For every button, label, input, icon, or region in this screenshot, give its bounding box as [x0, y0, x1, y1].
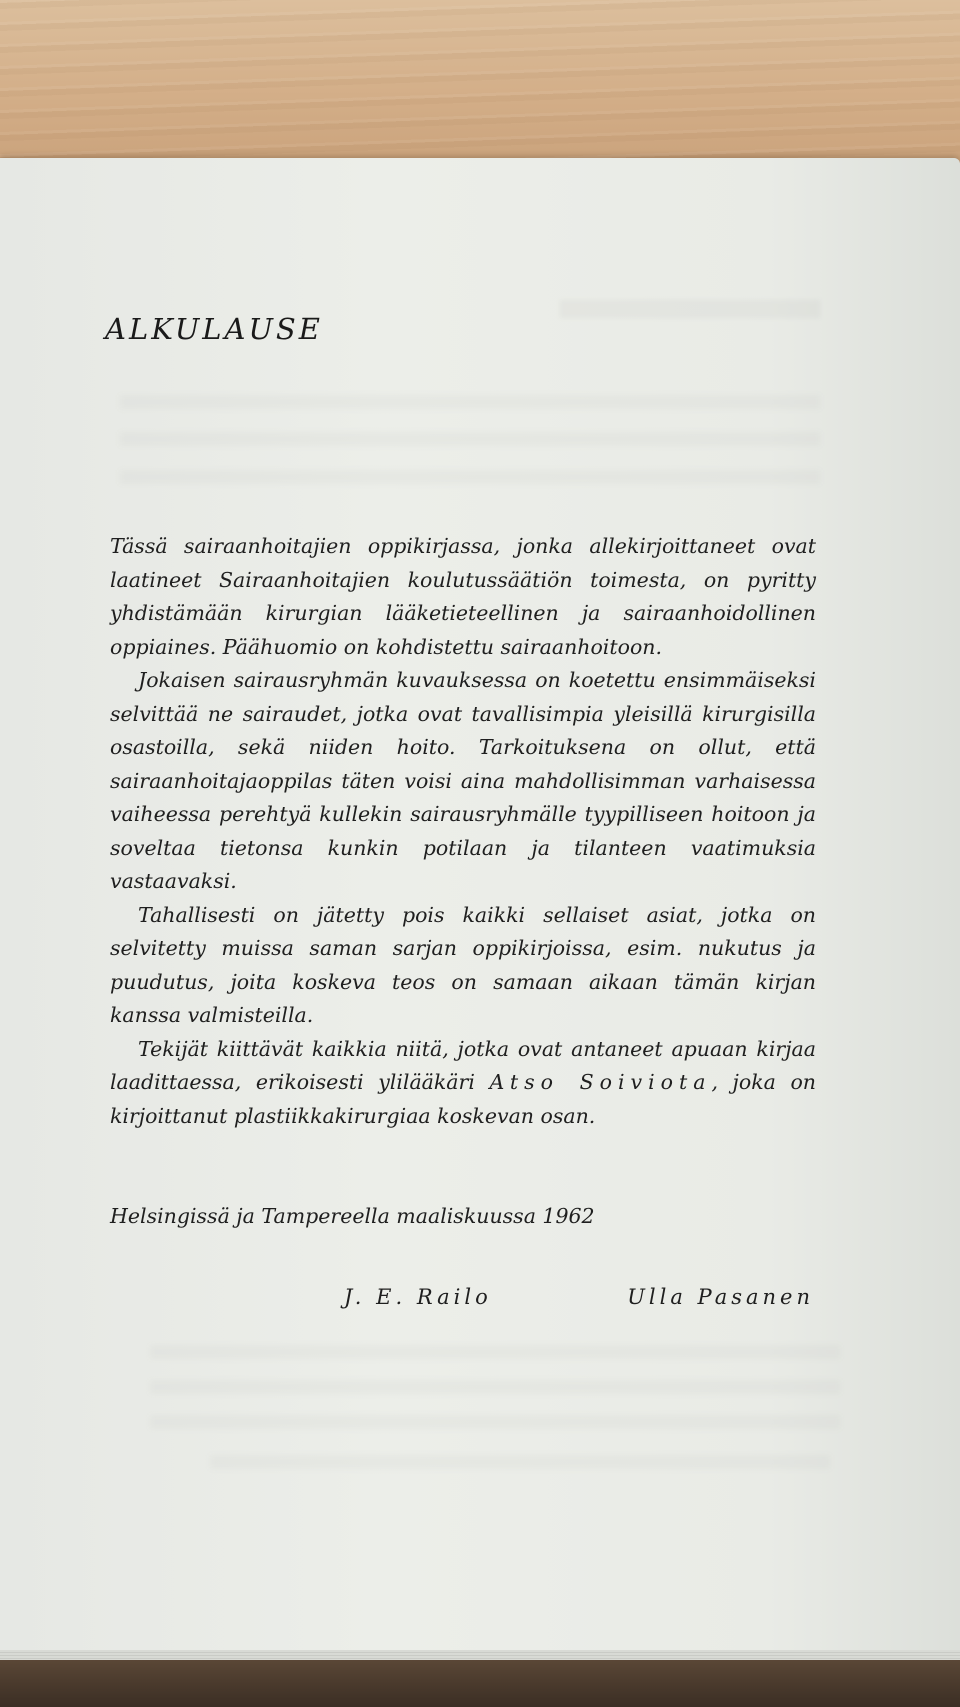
paragraph-4-text-end: , joka on kirjoittanut plastiikkakirurgiaa koskevan osan. [110, 1070, 817, 1128]
signatures [344, 1285, 814, 1309]
wooden-table-background [0, 0, 960, 175]
paragraph-1: Tässä sairaanhoitajien oppikirjassa, jonka allekirjoittaneet ovat laatineet Sairaanhoitajien koulutussäätiön toimesta, on pyritty yhdistämään kirurgian lääketieteellinen ja sairaanhoidollinen oppiaines. Päähuomio on kohdistettu sairaanhoitoon. [110, 534, 816, 659]
paragraph-3: Tahallisesti on jätetty pois kaikki sellaiset asiat, jotka on selvitetty muissa saman sarjan oppikirjoissa, esim. nukutus ja puudutus, joita koskeva teos on samaan aikaan tämän kirjan kanssa valmisteilla. [110, 902, 816, 1027]
book-cover-edge [0, 1660, 960, 1707]
paragraph-4-text-start: Tekijät kiittävät kaikkia niitä, jotka ovat antaneet apuaan kirjaa laadittaessa, erikoisesti ylilääkäri [110, 1036, 816, 1094]
signature-author-2: Ulla Pasanen [627, 1285, 814, 1309]
paragraph-2: Jokaisen sairausryhmän kuvauksessa on koetettu ensimmäiseksi selvittää ne sairaudet, jotka ovat tavallisimpia yleisillä kirurgisilla osastoilla, sekä niiden hoito. Tarkoituksena on ollut, että sairaanhoitajaoppilas täten voisi aina mahdollisimman varhaisessa vaiheessa perehtyä kullekin sairausryhmälle tyypilliseen hoitoon ja soveltaa tietonsa kunkin potilaan ja tilanteen vaatimuksia vastaavaksi. [110, 668, 816, 893]
page-title: ALKULAUSE [105, 312, 323, 346]
paragraph-4-name: Atso Soiviota [489, 1070, 712, 1094]
date-line: Helsingissä ja Tampereella maaliskuussa 1962 [110, 1204, 595, 1228]
signature-author-1: J. E. Railo [344, 1285, 492, 1309]
paragraph-4 [110, 1033, 816, 1134]
preface-body [110, 530, 816, 1133]
